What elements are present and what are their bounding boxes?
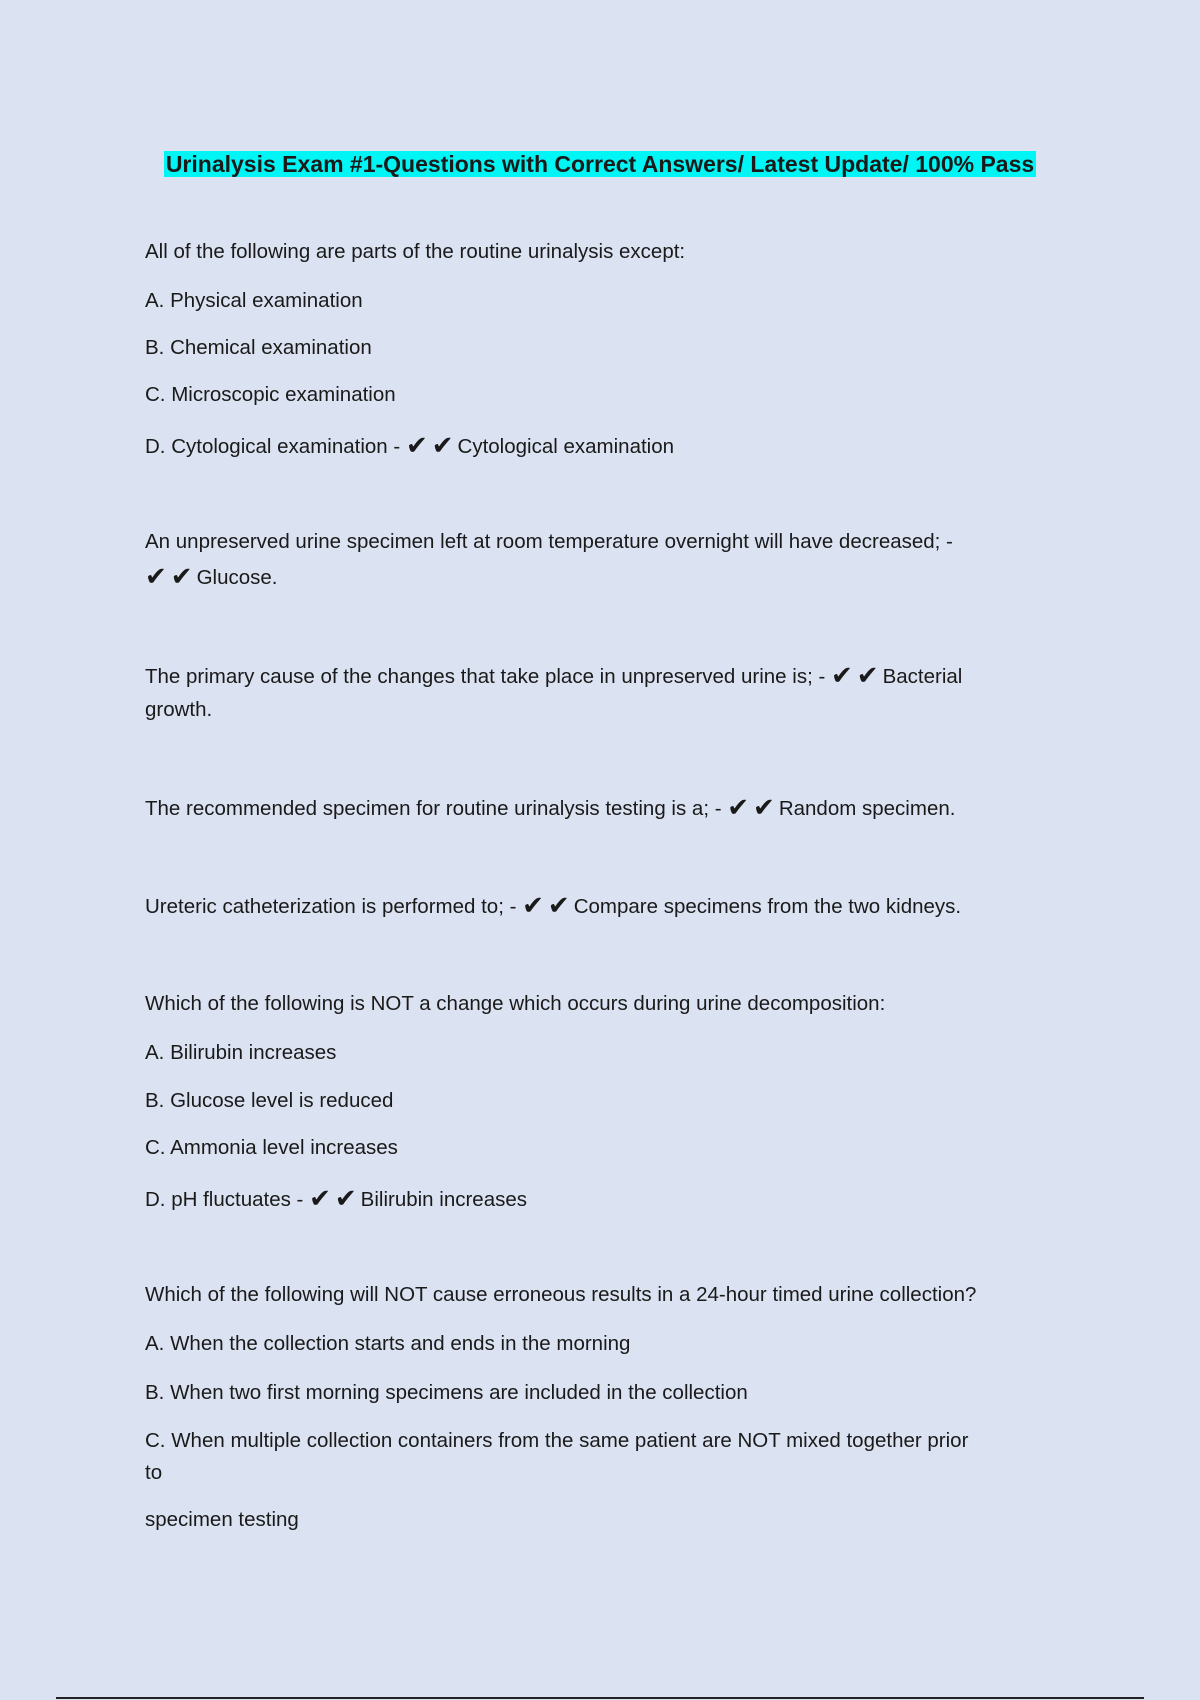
q1-option-d: D. Cytological examination - <box>145 435 401 458</box>
q3-stem: The primary cause of the changes that take place in unpreserved urine is; - <box>145 665 826 688</box>
q1-option-d-line <box>145 430 1065 463</box>
q3-answer: Bacterial <box>882 665 963 688</box>
q1-option-b: B. Chemical examination <box>145 336 372 359</box>
q3-stem-line <box>145 660 1065 693</box>
q7-option-b: B. When two first morning specimens are included in the collection <box>145 1381 748 1404</box>
footer-divider <box>56 1697 1144 1699</box>
q1-answer: Cytological examination <box>457 435 675 458</box>
q4-line <box>145 792 1065 825</box>
q5-line <box>145 890 1065 923</box>
q2-answer-line <box>145 561 1065 594</box>
q2-stem: An unpreserved urine specimen left at room temperature overnight will have decreased; - <box>145 530 953 553</box>
title-highlight: Urinalysis Exam #1-Questions with Correct Answers/ Latest Update/ 100% Pass <box>165 151 1035 177</box>
q6-option-c: C. Ammonia level increases <box>145 1136 398 1159</box>
double-check-icon: ✔✔ <box>309 1183 361 1213</box>
double-check-icon: ✔✔ <box>727 792 779 822</box>
q4-answer: Random specimen. <box>778 797 956 820</box>
q6-option-d-line <box>145 1183 1065 1216</box>
q6-answer: Bilirubin increases <box>360 1188 528 1211</box>
q1-option-a: A. Physical examination <box>145 289 363 312</box>
q1-option-c: C. Microscopic examination <box>145 383 396 406</box>
document-title <box>146 146 1054 182</box>
q6-option-d: D. pH fluctuates - <box>145 1188 304 1211</box>
double-check-icon: ✔✔ <box>145 561 197 591</box>
q3-answer-cont: growth. <box>145 698 213 721</box>
q7-stem: Which of the following will NOT cause erroneous results in a 24-hour timed urine collection? <box>145 1283 977 1306</box>
q7-option-c: C. When multiple collection containers from the same patient are NOT mixed together prior <box>145 1429 969 1452</box>
q4-stem: The recommended specimen for routine urinalysis testing is a; - <box>145 797 722 820</box>
q1-stem: All of the following are parts of the routine urinalysis except: <box>145 240 686 263</box>
q5-answer: Compare specimens from the two kidneys. <box>573 895 962 918</box>
q6-option-b: B. Glucose level is reduced <box>145 1089 394 1112</box>
double-check-icon: ✔✔ <box>831 660 883 690</box>
q2-answer: Glucose. <box>196 566 278 589</box>
double-check-icon: ✔✔ <box>522 890 574 920</box>
q7-option-c-cont: to <box>145 1461 163 1484</box>
q7-option-c-cont2: specimen testing <box>145 1508 299 1531</box>
double-check-icon: ✔✔ <box>405 430 458 460</box>
q6-stem: Which of the following is NOT a change which occurs during urine decomposition: <box>145 992 886 1015</box>
q6-option-a: A. Bilirubin increases <box>145 1041 337 1064</box>
q5-stem: Ureteric catheterization is performed to; - <box>145 895 517 918</box>
q7-option-a: A. When the collection starts and ends in the morning <box>145 1332 631 1355</box>
